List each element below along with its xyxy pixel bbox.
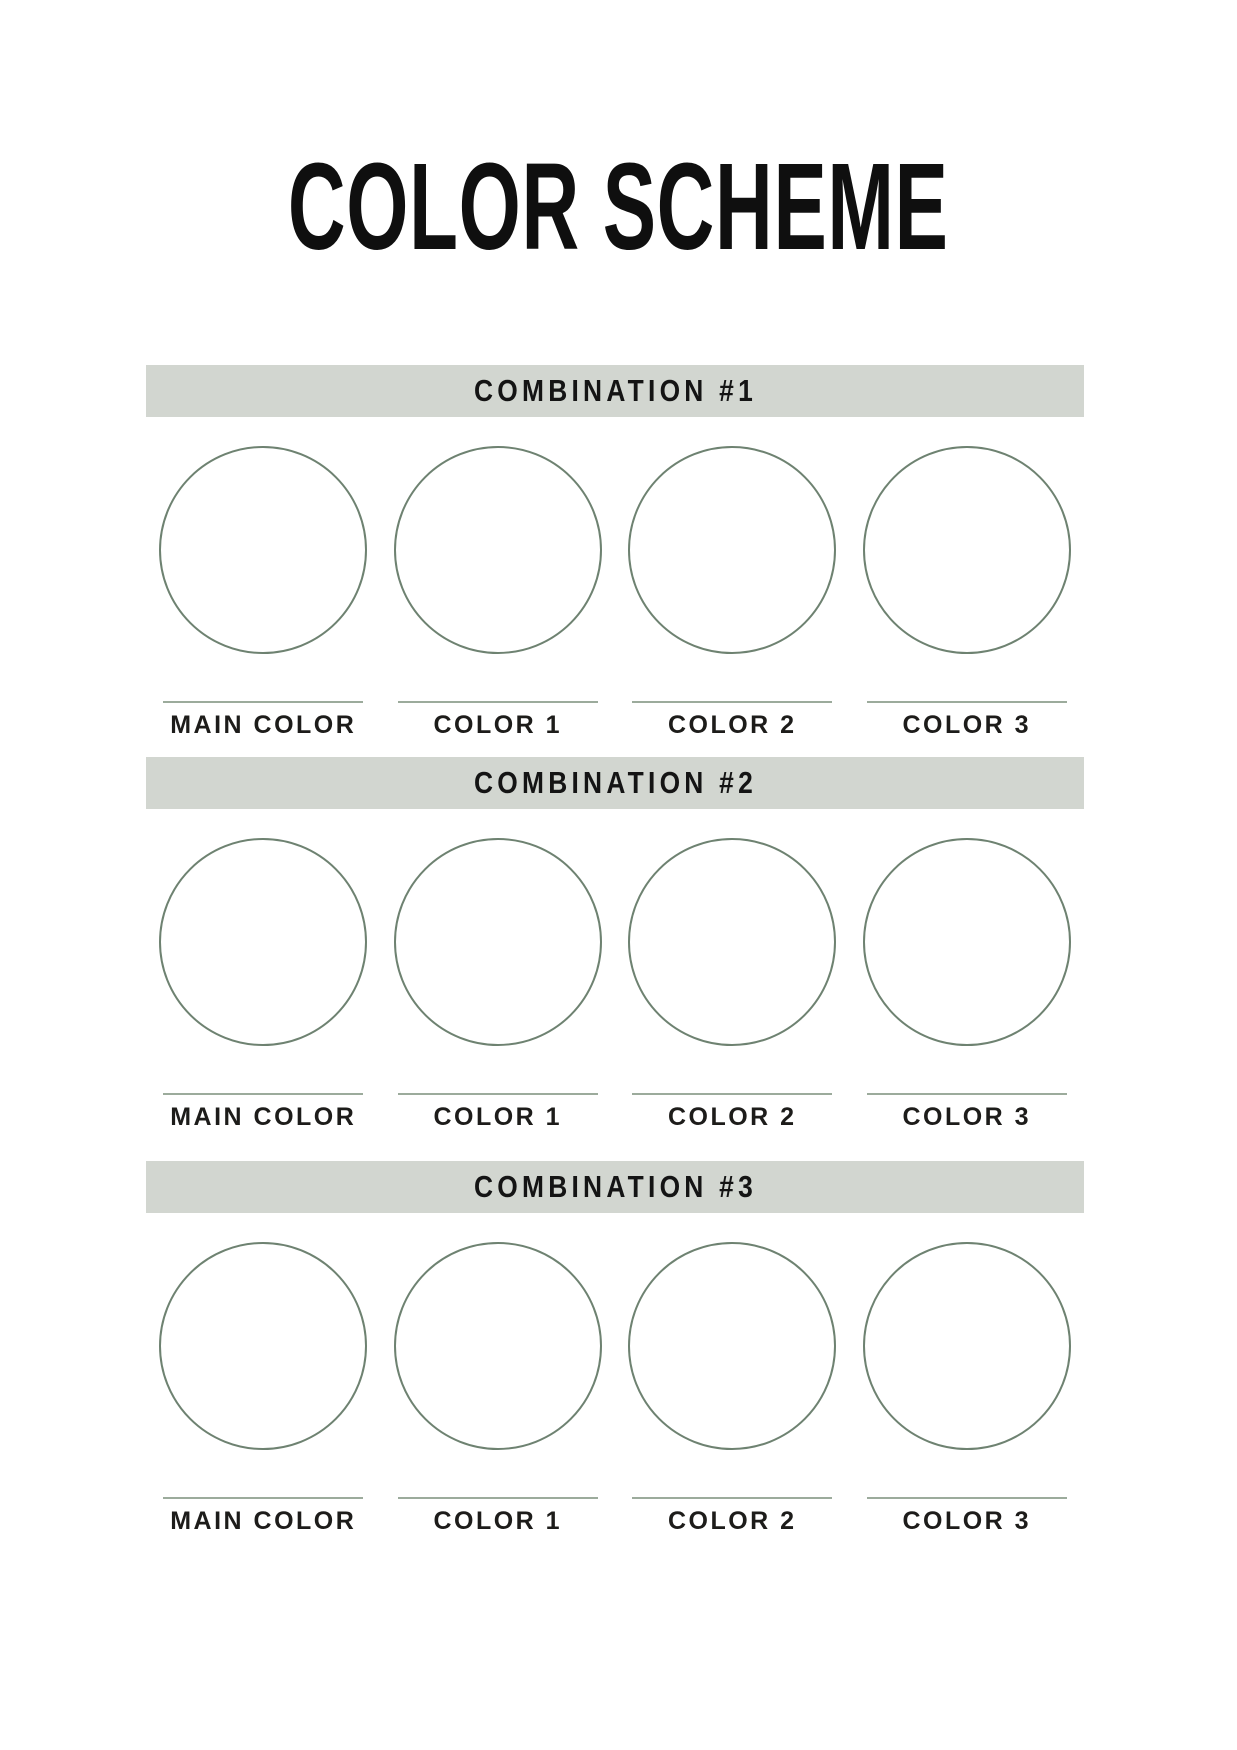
swatch-cell-color-2	[615, 365, 850, 747]
color-swatch-circle	[159, 1242, 367, 1450]
combination-2-header-label: COMBINATION #2	[473, 765, 757, 800]
swatch-cell-color-3	[850, 365, 1085, 747]
swatch-cell-color-1	[381, 757, 616, 1139]
swatch-cell-color-3	[850, 757, 1085, 1139]
swatch-row	[146, 1161, 1084, 1543]
swatch-label: COLOR 2	[667, 711, 797, 739]
swatch-row	[146, 757, 1084, 1139]
swatch-label: COLOR 3	[902, 711, 1032, 739]
color-swatch-circle	[394, 838, 602, 1046]
swatch-cell-color-1	[381, 1161, 616, 1543]
swatch-label: COLOR 1	[433, 711, 563, 739]
color-swatch-circle	[863, 446, 1071, 654]
swatch-cell-main-color	[146, 757, 381, 1139]
swatch-cell-main-color	[146, 1161, 381, 1543]
combination-section-2	[146, 757, 1084, 1139]
color-swatch-circle	[628, 1242, 836, 1450]
swatch-cell-color-1	[381, 365, 616, 747]
swatch-label: COLOR 2	[667, 1103, 797, 1131]
swatch-row	[146, 365, 1084, 747]
swatch-label: MAIN COLOR	[170, 1507, 357, 1535]
swatch-label: MAIN COLOR	[170, 711, 357, 739]
swatch-label: COLOR 1	[433, 1103, 563, 1131]
swatch-label: COLOR 2	[667, 1507, 797, 1535]
combination-section-3	[146, 1161, 1084, 1543]
underline-divider	[163, 1093, 363, 1095]
underline-divider	[163, 701, 363, 703]
underline-divider	[398, 1497, 598, 1499]
combination-3-header-label: COMBINATION #3	[473, 1169, 757, 1204]
underline-divider	[867, 1497, 1067, 1499]
color-swatch-circle	[863, 838, 1071, 1046]
color-swatch-circle	[628, 446, 836, 654]
underline-divider	[163, 1497, 363, 1499]
swatch-label: MAIN COLOR	[170, 1103, 357, 1131]
page-title-text: COLOR SCHEME	[288, 139, 949, 276]
underline-divider	[867, 701, 1067, 703]
color-swatch-circle	[159, 446, 367, 654]
swatch-label: COLOR 3	[902, 1103, 1032, 1131]
underline-divider	[632, 1497, 832, 1499]
swatch-cell-color-3	[850, 1161, 1085, 1543]
color-swatch-circle	[159, 838, 367, 1046]
swatch-label: COLOR 1	[433, 1507, 563, 1535]
swatch-label: COLOR 3	[902, 1507, 1032, 1535]
combination-1-header-label: COMBINATION #1	[473, 373, 757, 408]
color-swatch-circle	[863, 1242, 1071, 1450]
color-swatch-circle	[394, 1242, 602, 1450]
page-title	[0, 139, 1237, 276]
swatch-cell-color-2	[615, 1161, 850, 1543]
color-swatch-circle	[628, 838, 836, 1046]
underline-divider	[867, 1093, 1067, 1095]
combination-section-1	[146, 365, 1084, 747]
underline-divider	[398, 1093, 598, 1095]
swatch-cell-main-color	[146, 365, 381, 747]
underline-divider	[632, 701, 832, 703]
color-swatch-circle	[394, 446, 602, 654]
swatch-cell-color-2	[615, 757, 850, 1139]
underline-divider	[398, 701, 598, 703]
underline-divider	[632, 1093, 832, 1095]
